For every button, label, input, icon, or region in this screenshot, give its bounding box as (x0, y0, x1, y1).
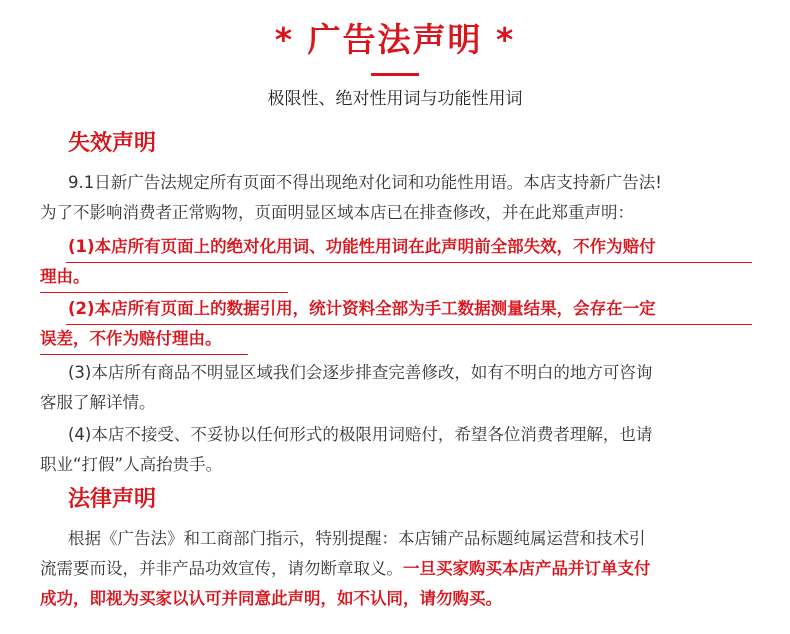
invalid-item-3-line-2: 客服了解详情。 (40, 393, 156, 412)
invalid-item-3-line-1: (3)本店所有商品不明显区域我们会逐步排查完善修改，如有不明白的地方可咨询 (68, 363, 653, 382)
legal-line-1: 根据《广告法》和工商部门指示，特别提醒：本店铺产品标题纯属运营和技术引 (68, 529, 646, 548)
invalid-item-4-line-2: 职业“打假”人高抬贵手。 (40, 455, 223, 474)
invalid-intro (40, 168, 752, 228)
legal-line-2-emphasis: 一旦买家购买本店产品并订单支付 (403, 559, 651, 578)
page-title: * 广告法声明 * (274, 20, 516, 59)
legal-line-3-emphasis: 成功，即视为买家以认可并同意此声明，如不认同，请勿购买。 (40, 589, 502, 608)
invalid-declaration-heading: 失效声明 (68, 131, 157, 156)
invalid-item-2-underline-2 (40, 354, 248, 355)
invalid-item-3 (40, 358, 752, 418)
invalid-item-4-line-1: (4)本店不接受、不妥协以任何形式的极限用词赔付，希望各位消费者理解，也请 (68, 425, 653, 444)
invalid-item-2-line-2: 误差，不作为赔付理由。 (40, 329, 222, 348)
invalid-intro-line-2: 为了不影响消费者正常购物，页面明显区域本店已在排查修改，并在此郑重声明： (40, 203, 634, 222)
title-underline (371, 73, 419, 76)
invalid-item-1-line-2: 理由。 (40, 267, 90, 286)
invalid-item-4 (40, 420, 752, 480)
invalid-item-1-underline-1 (66, 262, 752, 263)
invalid-intro-line-1: 9.1日新广告法规定所有页面不得出现绝对化词和功能性用语。本店支持新广告法! (68, 173, 662, 192)
legal-line-2-normal: 流需要而设，并非产品功效宣传，请勿断章取义。 (40, 559, 403, 578)
legal-line-2 (40, 554, 752, 584)
invalid-item-2-line-1: (2)本店所有页面上的数据引用，统计资料全部为手工数据测量结果，会存在一定 (68, 299, 656, 318)
legal-body (40, 524, 752, 614)
legal-declaration-heading: 法律声明 (68, 487, 157, 512)
invalid-item-2-underline-1 (66, 324, 752, 325)
invalid-item-1-line-1: (1)本店所有页面上的绝对化用词、功能性用词在此声明前全部失效，不作为赔付 (68, 237, 656, 256)
invalid-item-1-underline-2 (40, 292, 288, 293)
page-subtitle: 极限性、绝对性用词与功能性用词 (267, 89, 523, 109)
